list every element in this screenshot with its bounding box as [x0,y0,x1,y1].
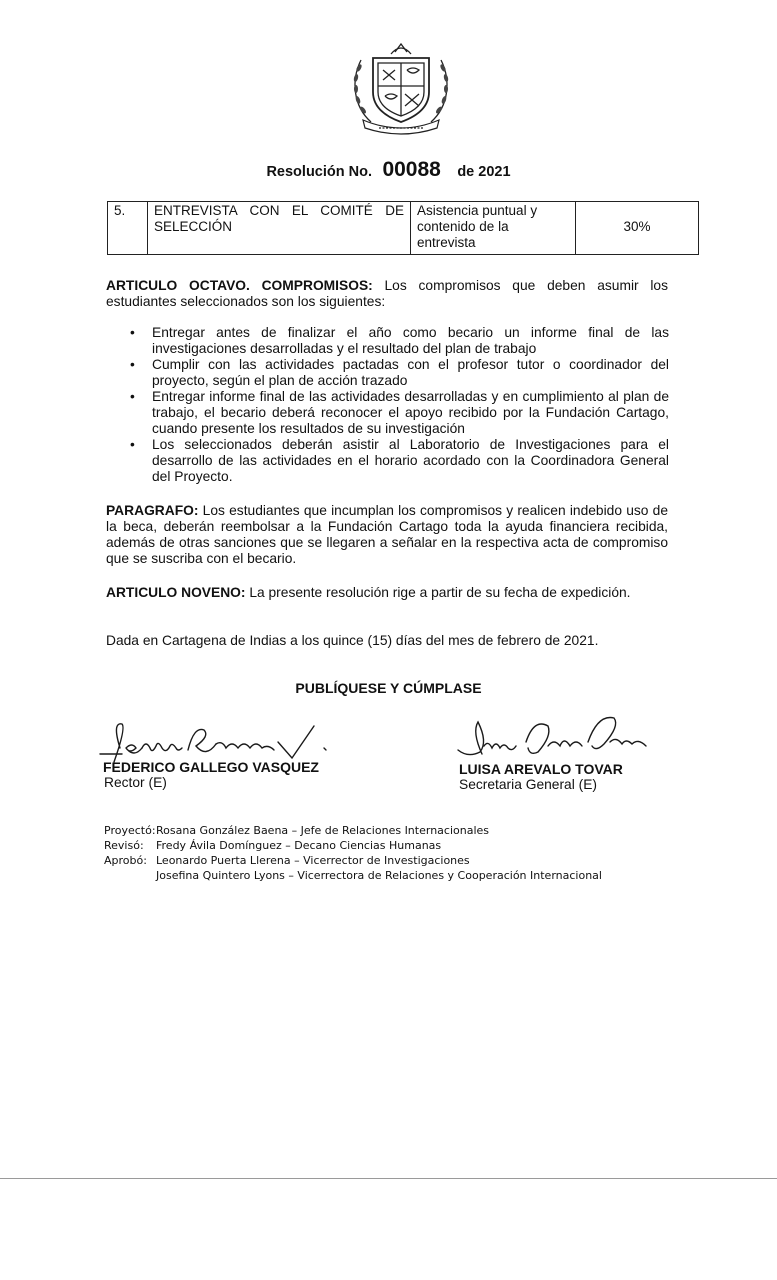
weight-cell: 30% [576,202,699,255]
credits-reviso-value: Fredy Ávila Domínguez – Decano Ciencias Humanas [156,839,442,852]
articulo-noveno-text: La presente resolución rige a partir de su fecha de expedición. [245,585,631,600]
list-item: • Entregar informe final de las actividades desarrolladas y en cumplimiento al plan de trabajo, el becario deberá reconocer el apoyo recibido por la Fundación Cartago, cuando presente los resultados de su investigación [130,389,669,437]
resolution-number: 00088 [382,158,441,181]
publiquese-heading: PUBLÍQUESE Y CÚMPLASE [295,680,482,696]
resolution-label: Resolución No. [266,164,372,180]
paragrafo-heading: PARAGRAFO: [106,503,199,518]
credits-aprobo-label: Aprobó: [104,854,147,867]
paragrafo-paragraph [106,503,668,567]
credits-reviso [104,838,441,853]
commitments-list [130,325,669,485]
secretary-role: Secretaria General (E) [459,777,598,792]
criterion-cell [148,202,411,255]
credits-aprobo-value-1: Leonardo Puerta Llerena – Vicerrector de Investigaciones [156,854,470,867]
paragrafo-text: Los estudiantes que incumplan los compromisos y realicen indebido uso de la beca, deberán reembolsar a la Fundación Cartago toda la ayuda financiera recibida, además de otras sanciones que se llegaren a señalar en la respectiva acta de compromiso que se suscriba con el becario. [106,503,668,566]
resolution-year: de 2021 [457,164,511,180]
credits-proyecto-label: Proyectó: [104,824,156,837]
articulo-octavo-intro [106,278,668,310]
credits-proyecto [104,823,489,838]
credits-aprobo [104,853,470,868]
articulo-noveno-paragraph [106,585,668,601]
credits-reviso-label: Revisó: [104,839,144,852]
rector-name: FEDERICO GALLEGO VASQUEZ [103,759,319,775]
institution-crest-logo [349,40,453,138]
credits-proyecto-value: Rosana González Baena – Jefe de Relaciones Internacionales [156,824,490,837]
rector-role: Rector (E) [104,775,167,790]
evaluation-criteria-table [107,201,699,255]
row-number-cell: 5. [108,202,148,255]
list-item: • Cumplir con las actividades pactadas con el profesor tutor o coordinador del proyecto, según el plan de acción trazado [130,357,669,389]
articulo-noveno-heading: ARTICULO NOVENO: [106,585,246,600]
articulo-octavo-heading: ARTICULO OCTAVO. COMPROMISOS: [106,278,373,293]
page-bottom-rule [0,1178,777,1179]
table-row [108,202,699,255]
issuance-statement: Dada en Cartagena de Indias a los quince (15) días del mes de febrero de 2021. [106,633,599,648]
resolution-header [0,158,777,182]
criterion-text: ENTREVISTA CON EL COMITÉ DE SELECCIÓN [154,203,404,234]
list-item: • Los seleccionados deberán asistir al Laboratorio de Investigaciones para el desarrollo de las actividades en el horario acordado con la Coordinadora General del Proyecto. [130,437,669,485]
description-cell: Asistencia puntual y contenido de la entrevista [411,202,576,255]
secretary-name: LUISA AREVALO TOVAR [459,761,623,777]
credits-aprobo-value-2: Josefina Quintero Lyons – Vicerrectora de Relaciones y Cooperación Internacional [156,869,602,882]
articulo-octavo-text: Los compromisos que deben asumir los estudiantes seleccionados son los siguientes: [106,278,669,309]
credits-aprobo-2 [156,868,602,883]
list-item: • Entregar antes de finalizar el año como becario un informe final de las investigaciones desarrolladas y el resultado del plan de trabajo [130,325,669,357]
